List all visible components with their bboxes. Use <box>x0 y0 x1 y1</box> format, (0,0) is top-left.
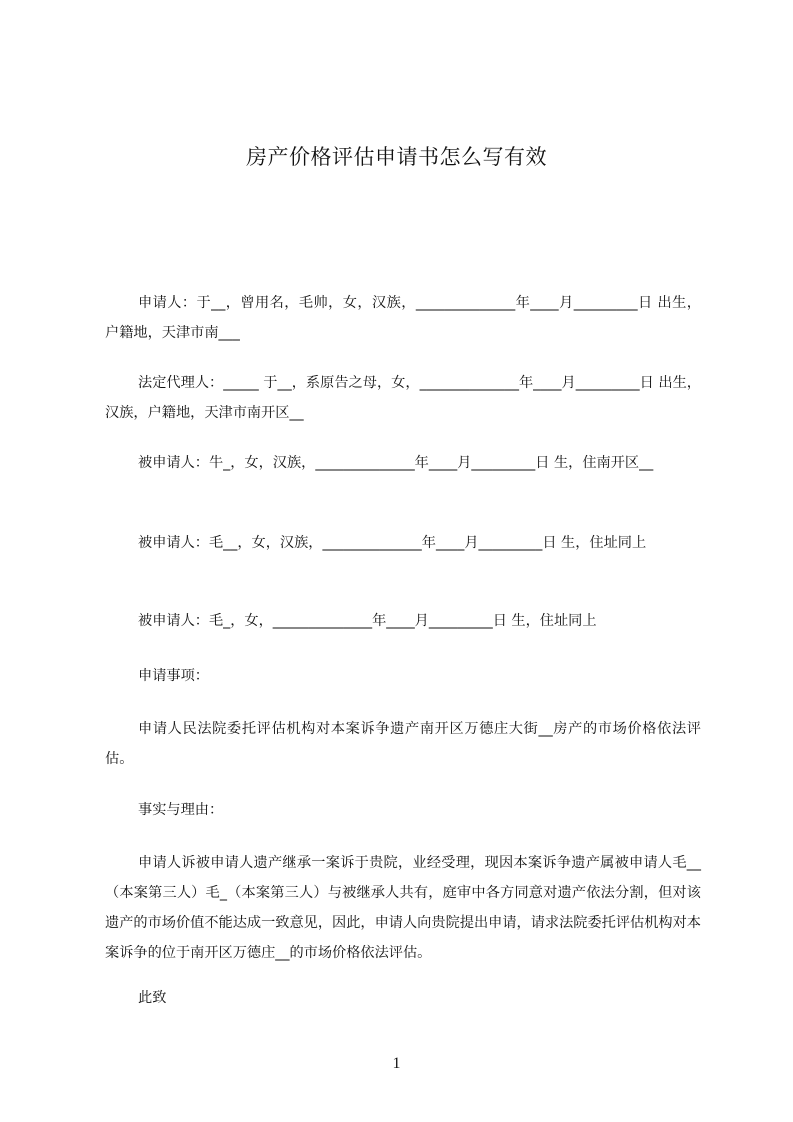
facts-paragraph: 申请人诉被申请人遗产继承一案诉于贵院，业经受理，现因本案诉争遗产属被申请人毛__（本案第三人）毛_（本案第三人）与被继承人共有，庭审中各方同意对遗产依法分割，但对该遗产的市场价值不能达成一致意见，因此，申请人向贵院提出申请，请求法院委托评估机构对本案诉争的位于南开区万德庄__的市场价格依法评估。 <box>105 855 701 961</box>
respondent-1-paragraph: 被申请人：牛_，女，汉族，______________年____月_________日 生，住南开区__ <box>138 455 654 471</box>
applicant-paragraph: 申请人：于__，曾用名，毛帅，女，汉族，______________年____月_________日 出生，户籍地，天津市南___ <box>105 295 701 341</box>
respondent-3-paragraph: 被申请人：毛_，女，______________年____月_________日 生，住址同上 <box>138 613 597 629</box>
legal-agent-paragraph: 法定代理人：_____ 于__，系原告之母，女，______________年____月_________日 出生，汉族，户籍地，天津市南开区__ <box>105 375 701 421</box>
closing-salutation: 此致 <box>138 990 167 1006</box>
request-paragraph: 申请人民法院委托评估机构对本案诉争遗产南开区万德庄大街__房产的市场价格依法评估。 <box>105 721 701 767</box>
page-number: 1 <box>392 1055 401 1072</box>
facts-heading: 事实与理由： <box>138 802 224 818</box>
request-heading: 申请事项： <box>138 668 209 684</box>
document-title: 房产价格评估申请书怎么写有效 <box>246 145 547 169</box>
respondent-2-paragraph: 被申请人：毛__，女，汉族，______________年____月_________日 生，住址同上 <box>138 535 647 551</box>
